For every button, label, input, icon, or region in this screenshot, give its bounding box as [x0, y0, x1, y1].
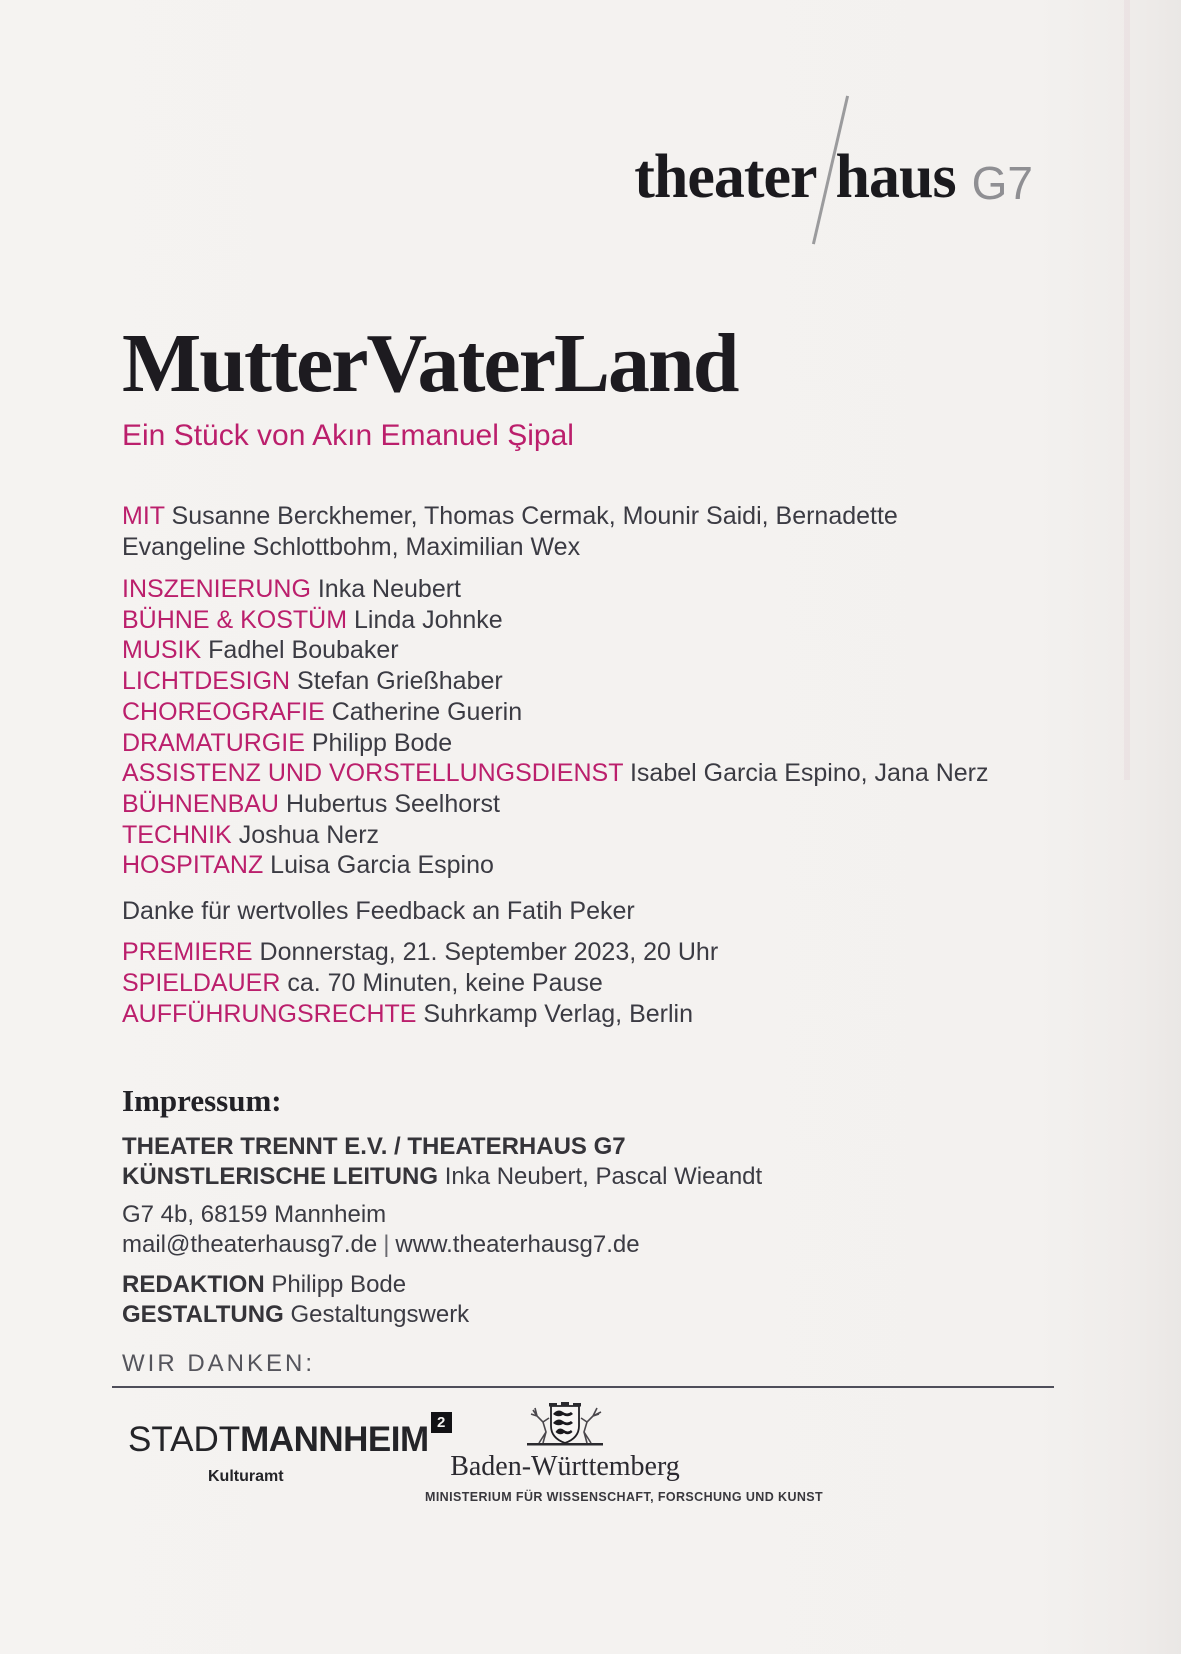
impressum-leitung-row — [122, 1162, 762, 1192]
performance-row — [122, 937, 718, 968]
coat-of-arms-icon — [513, 1398, 617, 1448]
address-line: G7 4b, 68159 Mannheim — [122, 1201, 387, 1228]
sponsors-heading: WIR DANKEN: — [122, 1350, 316, 1377]
credit-row — [122, 758, 989, 789]
gestaltung-value: Gestaltungswerk — [290, 1301, 470, 1328]
impressum-heading: Impressum: — [122, 1083, 282, 1118]
leitung-value: Inka Neubert, Pascal Wieandt — [444, 1163, 763, 1190]
credit-value: Inka Neubert — [317, 575, 461, 603]
baden-wuerttemberg-name: Baden-Württemberg — [450, 1451, 680, 1482]
stadt-text: STADT — [128, 1420, 241, 1459]
email-text: mail@theaterhausg7.de — [122, 1231, 378, 1258]
performance-label: AUFFÜHRUNGSRECHTE — [122, 1000, 417, 1028]
credit-row — [122, 820, 989, 851]
credit-label: BÜHNE & KOSTÜM — [122, 605, 348, 634]
credit-value: Catherine Guerin — [331, 697, 523, 726]
credit-value: Philipp Bode — [311, 728, 453, 757]
logo-suffix-g7: G7 — [971, 157, 1033, 209]
gestaltung-row — [122, 1300, 469, 1330]
credit-label: TECHNIK — [122, 820, 232, 849]
mannheim-superscript-badge: 2 — [431, 1412, 452, 1433]
credit-label: MUSIK — [122, 636, 202, 665]
credit-label: HOSPITANZ — [122, 851, 264, 880]
credit-row — [122, 697, 989, 728]
redaktion-label: REDAKTION — [122, 1271, 265, 1298]
leitung-label: KÜNSTLERISCHE LEITUNG — [122, 1163, 439, 1190]
cast-names: Susanne Berckhemer, Thomas Cermak, Mounir Saidi, Bernadette Evangeline Schlottbohm, Maximilian Wex — [122, 502, 898, 561]
redaktion-value: Philipp Bode — [271, 1271, 407, 1298]
credit-row — [122, 605, 989, 636]
credit-label: BÜHNENBAU — [122, 789, 279, 818]
divider-rule — [112, 1386, 1054, 1388]
performance-info — [122, 937, 718, 1030]
credit-label: LICHTDESIGN — [122, 667, 291, 696]
credit-value: Stefan Grießhaber — [297, 667, 503, 696]
performance-row — [122, 968, 718, 999]
credit-row — [122, 728, 989, 759]
credit-value: Hubertus Seelhorst — [285, 789, 500, 818]
mannheim-text: MANNHEIM — [240, 1420, 429, 1459]
credit-row — [122, 666, 989, 697]
impressum-org-block — [122, 1132, 762, 1192]
stadt-mannheim-wordmark — [128, 1414, 452, 1459]
logo-word-theater: theater — [634, 143, 817, 211]
logo-word-haus: haus — [835, 143, 956, 211]
credits-list — [122, 574, 989, 881]
scan-artifact — [1124, 0, 1130, 780]
theaterhaus-logo — [634, 88, 1033, 211]
stadt-mannheim-logo — [128, 1414, 452, 1486]
credit-label: DRAMATURGIE — [122, 728, 305, 757]
credit-label: ASSISTENZ UND VORSTELLUNGSDIENST — [122, 759, 624, 788]
performance-value: Donnerstag, 21. September 2023, 20 Uhr — [259, 938, 719, 966]
credit-value: Isabel Garcia Espino, Jana Nerz — [629, 759, 989, 788]
page-title: MutterVaterLand — [122, 317, 738, 410]
website-text: www.theaterhausg7.de — [395, 1231, 640, 1258]
impressum-staff-block — [122, 1270, 469, 1330]
credit-row — [122, 789, 989, 820]
credit-label: CHOREOGRAFIE — [122, 697, 325, 726]
kulturamt-label: Kulturamt — [208, 1468, 284, 1485]
performance-value: ca. 70 Minuten, keine Pause — [287, 969, 603, 997]
performance-label: PREMIERE — [122, 938, 253, 966]
gestaltung-label: GESTALTUNG — [122, 1301, 284, 1328]
credit-value: Luisa Garcia Espino — [270, 851, 494, 880]
impressum-org-name: THEATER TRENNT E.V. / THEATERHAUS G7 — [122, 1133, 626, 1160]
credit-value: Linda Johnke — [353, 605, 503, 634]
thanks-note: Danke für wertvolles Feedback an Fatih Peker — [122, 897, 635, 925]
cast-paragraph — [122, 501, 922, 562]
credit-row — [122, 574, 989, 605]
redaktion-row — [122, 1270, 469, 1300]
contact-line — [122, 1230, 640, 1260]
credit-row — [122, 635, 989, 666]
impressum-contact-block — [122, 1200, 640, 1260]
credit-value: Fadhel Boubaker — [208, 636, 399, 665]
performance-value: Suhrkamp Verlag, Berlin — [423, 1000, 693, 1028]
credit-row — [122, 850, 989, 881]
ministry-line: MINISTERIUM FÜR WISSENSCHAFT, FORSCHUNG UND KUNST — [425, 1489, 824, 1504]
credit-value: Joshua Nerz — [238, 820, 380, 849]
performance-label: SPIELDAUER — [122, 969, 281, 997]
pipe-separator: | — [383, 1231, 390, 1258]
performance-row — [122, 999, 718, 1030]
credit-label: INSZENIERUNG — [122, 575, 311, 603]
baden-wuerttemberg-logo — [425, 1398, 824, 1504]
cast-label: MIT — [122, 502, 165, 530]
subtitle: Ein Stück von Akın Emanuel Şipal — [122, 419, 574, 452]
